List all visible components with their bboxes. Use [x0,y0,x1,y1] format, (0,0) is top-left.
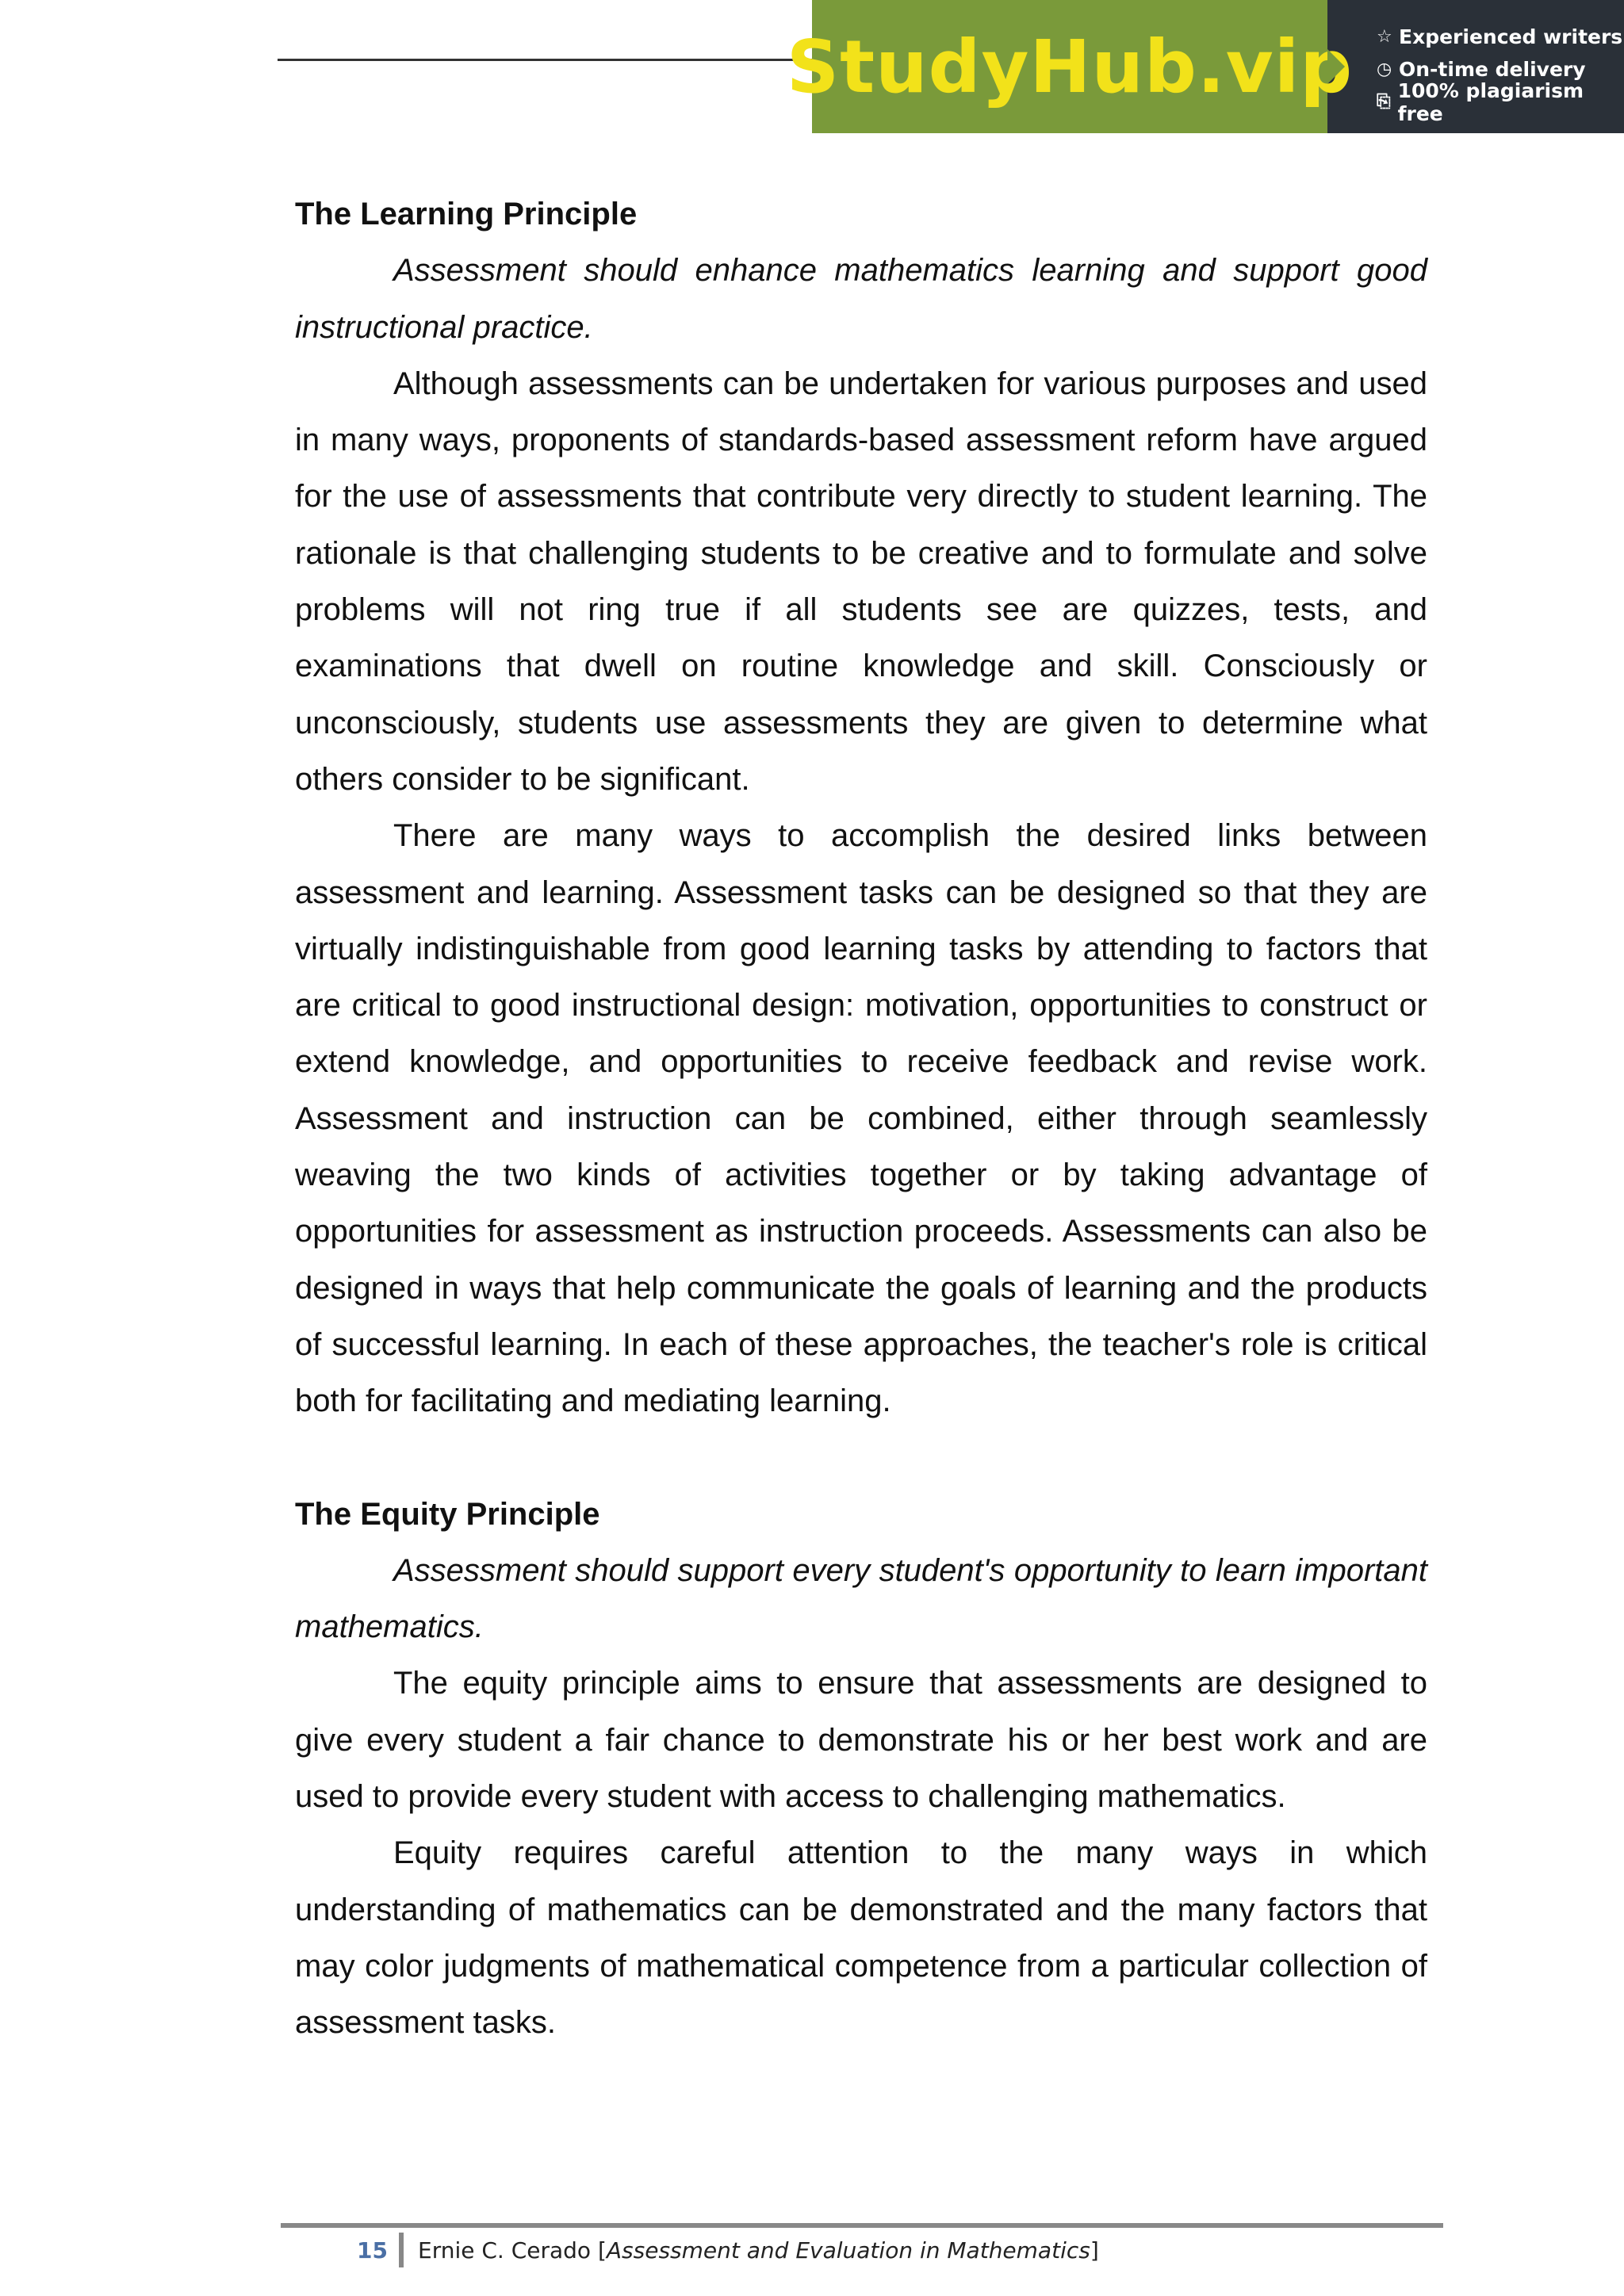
studyhub-banner[interactable] [786,0,1624,133]
footer-book-title: Assessment and Evaluation in Mathematics [606,2237,1090,2263]
banner-features [1327,0,1624,133]
footer-separator [399,2233,404,2267]
feature-label: Experienced writers [1399,25,1623,48]
paragraph: The equity principle aims to ensure that assessments are designed to give every student a fair chance to demonstrate his or her best work and are used to provide every student with access to challenging mathematics. [295,1666,1427,1815]
feature-label: On-time delivery [1399,58,1586,81]
equity-principle-statement: Assessment should support every student's opportunity to learn important mathematics. [295,1552,1427,1645]
paragraph: There are many ways to accomplish the desired links between assessment and learning. Assessment tasks can be designed so that they are virtually indistinguishable from good learning tasks by attending to factors that are critical to good instructional design: motivation, opportunities to construct or extend knowledge, and opportunities to receive feedback and revise work. Assessment and instruction can be combined, either through seamlessly weaving the two kinds of activities together or by taking advantage of opportunities for assessment as instruction proceeds. Assessments can also be designed in ways that help communicate the goals of learning and the products of successful learning. In each of these approaches, the teacher's role is critical both for facilitating and mediating learning. [295,818,1427,1419]
page-number: 15 [357,2237,388,2263]
section-heading-learning: The Learning Principle [295,197,638,232]
star-icon: ☆ [1377,27,1392,47]
footer-closing: ] [1090,2237,1099,2263]
paragraph: Although assessments can be undertaken for various purposes and used in many ways, proponents of standards-based assessment reform have argued for the use of assessments that contribute very directly to student learning. The rationale is that challenging students to be creative and to formulate and solve problems will not ring true if all students see are quizzes, tests, and examinations that dwell on routine knowledge and skill. Consciously or unconsciously, students use assessments they are given to determine what others consider to be significant. [295,365,1427,797]
clock-icon: ◷ [1377,59,1392,79]
feature-plagiarism-free [1377,78,1624,125]
paragraph: Equity requires careful attention to the many ways in which understanding of mathematics can be demonstrated and the many factors that may color judgments of mathematical competence from a particular collection of assessment tasks. [295,1835,1427,2041]
footer-author: Ernie C. Cerado [ [418,2237,607,2263]
page-body [295,186,1427,2052]
copy-icon: ⎘ [1377,92,1391,112]
learning-principle-statement: Assessment should enhance mathematics learning and support good instructional practice. [295,253,1427,345]
page-footer [281,2229,1099,2271]
logo-text: StudyHub.vip [786,24,1354,109]
header-rule [278,59,817,61]
footer-rule [281,2223,1443,2228]
feature-experienced-writers [1377,21,1624,53]
feature-label: 100% plagiarism free [1397,78,1584,125]
banner-logo[interactable] [786,0,1354,133]
section-heading-equity: The Equity Principle [295,1496,600,1532]
